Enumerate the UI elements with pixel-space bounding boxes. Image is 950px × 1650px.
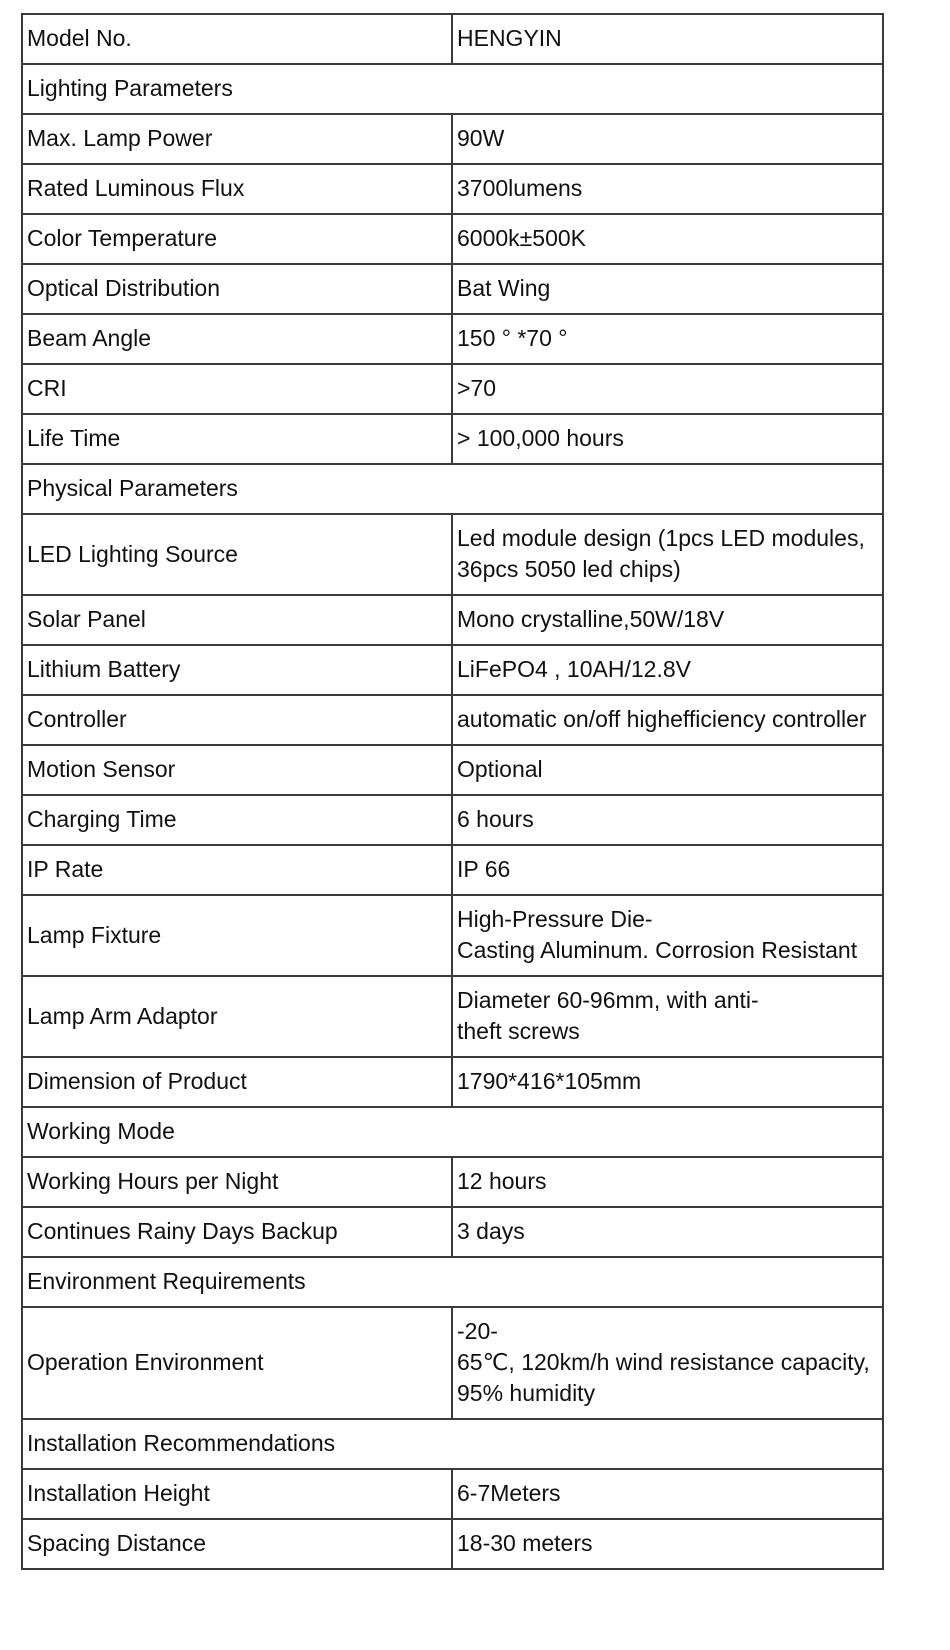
spec-label: Dimension of Product bbox=[22, 1057, 452, 1107]
spec-value: 3700lumens bbox=[452, 164, 883, 214]
spec-label: Continues Rainy Days Backup bbox=[22, 1207, 452, 1257]
spec-label: Life Time bbox=[22, 414, 452, 464]
spec-row bbox=[22, 414, 883, 464]
section-header: Lighting Parameters bbox=[22, 64, 883, 114]
spec-value: 3 days bbox=[452, 1207, 883, 1257]
section-header-row bbox=[22, 64, 883, 114]
spec-value: LiFePO4 , 10AH/12.8V bbox=[452, 645, 883, 695]
spec-label: Color Temperature bbox=[22, 214, 452, 264]
spec-row bbox=[22, 895, 883, 976]
spec-value: Led module design (1pcs LED modules, 36pcs 5050 led chips) bbox=[452, 514, 883, 595]
spec-row bbox=[22, 595, 883, 645]
spec-value: Optional bbox=[452, 745, 883, 795]
spec-label: Model No. bbox=[22, 14, 452, 64]
spec-value: >70 bbox=[452, 364, 883, 414]
spec-value: 90W bbox=[452, 114, 883, 164]
spec-label: Max. Lamp Power bbox=[22, 114, 452, 164]
spec-row bbox=[22, 214, 883, 264]
spec-label: Lithium Battery bbox=[22, 645, 452, 695]
spec-table bbox=[21, 13, 884, 1570]
spec-value: 12 hours bbox=[452, 1157, 883, 1207]
spec-label: Optical Distribution bbox=[22, 264, 452, 314]
spec-value: High-Pressure Die- Casting Aluminum. Corrosion Resistant bbox=[452, 895, 883, 976]
spec-label: Beam Angle bbox=[22, 314, 452, 364]
spec-row bbox=[22, 264, 883, 314]
spec-value: automatic on/off highefficiency controller bbox=[452, 695, 883, 745]
spec-row bbox=[22, 514, 883, 595]
spec-row bbox=[22, 314, 883, 364]
spec-value: HENGYIN bbox=[452, 14, 883, 64]
spec-value: 6-7Meters bbox=[452, 1469, 883, 1519]
spec-row bbox=[22, 745, 883, 795]
section-header-row bbox=[22, 464, 883, 514]
spec-value: -20- 65℃, 120km/h wind resistance capacity, 95% humidity bbox=[452, 1307, 883, 1419]
spec-row bbox=[22, 14, 883, 64]
spec-label: Rated Luminous Flux bbox=[22, 164, 452, 214]
spec-label: Solar Panel bbox=[22, 595, 452, 645]
spec-row bbox=[22, 645, 883, 695]
section-header: Physical Parameters bbox=[22, 464, 883, 514]
section-header-row bbox=[22, 1107, 883, 1157]
spec-label: LED Lighting Source bbox=[22, 514, 452, 595]
section-header-row bbox=[22, 1419, 883, 1469]
spec-row bbox=[22, 1519, 883, 1569]
spec-row bbox=[22, 695, 883, 745]
section-header: Environment Requirements bbox=[22, 1257, 883, 1307]
spec-label: Working Hours per Night bbox=[22, 1157, 452, 1207]
spec-value: 6 hours bbox=[452, 795, 883, 845]
spec-label: Installation Height bbox=[22, 1469, 452, 1519]
spec-value: IP 66 bbox=[452, 845, 883, 895]
spec-value: > 100,000 hours bbox=[452, 414, 883, 464]
spec-label: Lamp Fixture bbox=[22, 895, 452, 976]
spec-value: 150 ° *70 ° bbox=[452, 314, 883, 364]
spec-table-body bbox=[22, 14, 883, 1569]
spec-row bbox=[22, 976, 883, 1057]
spec-row bbox=[22, 364, 883, 414]
spec-value: Mono crystalline,50W/18V bbox=[452, 595, 883, 645]
spec-value: Bat Wing bbox=[452, 264, 883, 314]
spec-label: Controller bbox=[22, 695, 452, 745]
spec-label: Charging Time bbox=[22, 795, 452, 845]
section-header: Installation Recommendations bbox=[22, 1419, 883, 1469]
spec-row bbox=[22, 114, 883, 164]
spec-label: Motion Sensor bbox=[22, 745, 452, 795]
spec-label: Lamp Arm Adaptor bbox=[22, 976, 452, 1057]
spec-row bbox=[22, 1307, 883, 1419]
spec-label: IP Rate bbox=[22, 845, 452, 895]
spec-row bbox=[22, 164, 883, 214]
spec-value: 6000k±500K bbox=[452, 214, 883, 264]
spec-row bbox=[22, 1057, 883, 1107]
spec-value: Diameter 60-96mm, with anti- theft screws bbox=[452, 976, 883, 1057]
section-header: Working Mode bbox=[22, 1107, 883, 1157]
spec-label: Operation Environment bbox=[22, 1307, 452, 1419]
section-header-row bbox=[22, 1257, 883, 1307]
spec-row bbox=[22, 1157, 883, 1207]
spec-row bbox=[22, 1207, 883, 1257]
spec-row bbox=[22, 1469, 883, 1519]
spec-value: 18-30 meters bbox=[452, 1519, 883, 1569]
spec-value: 1790*416*105mm bbox=[452, 1057, 883, 1107]
spec-label: CRI bbox=[22, 364, 452, 414]
spec-row bbox=[22, 845, 883, 895]
spec-row bbox=[22, 795, 883, 845]
spec-label: Spacing Distance bbox=[22, 1519, 452, 1569]
